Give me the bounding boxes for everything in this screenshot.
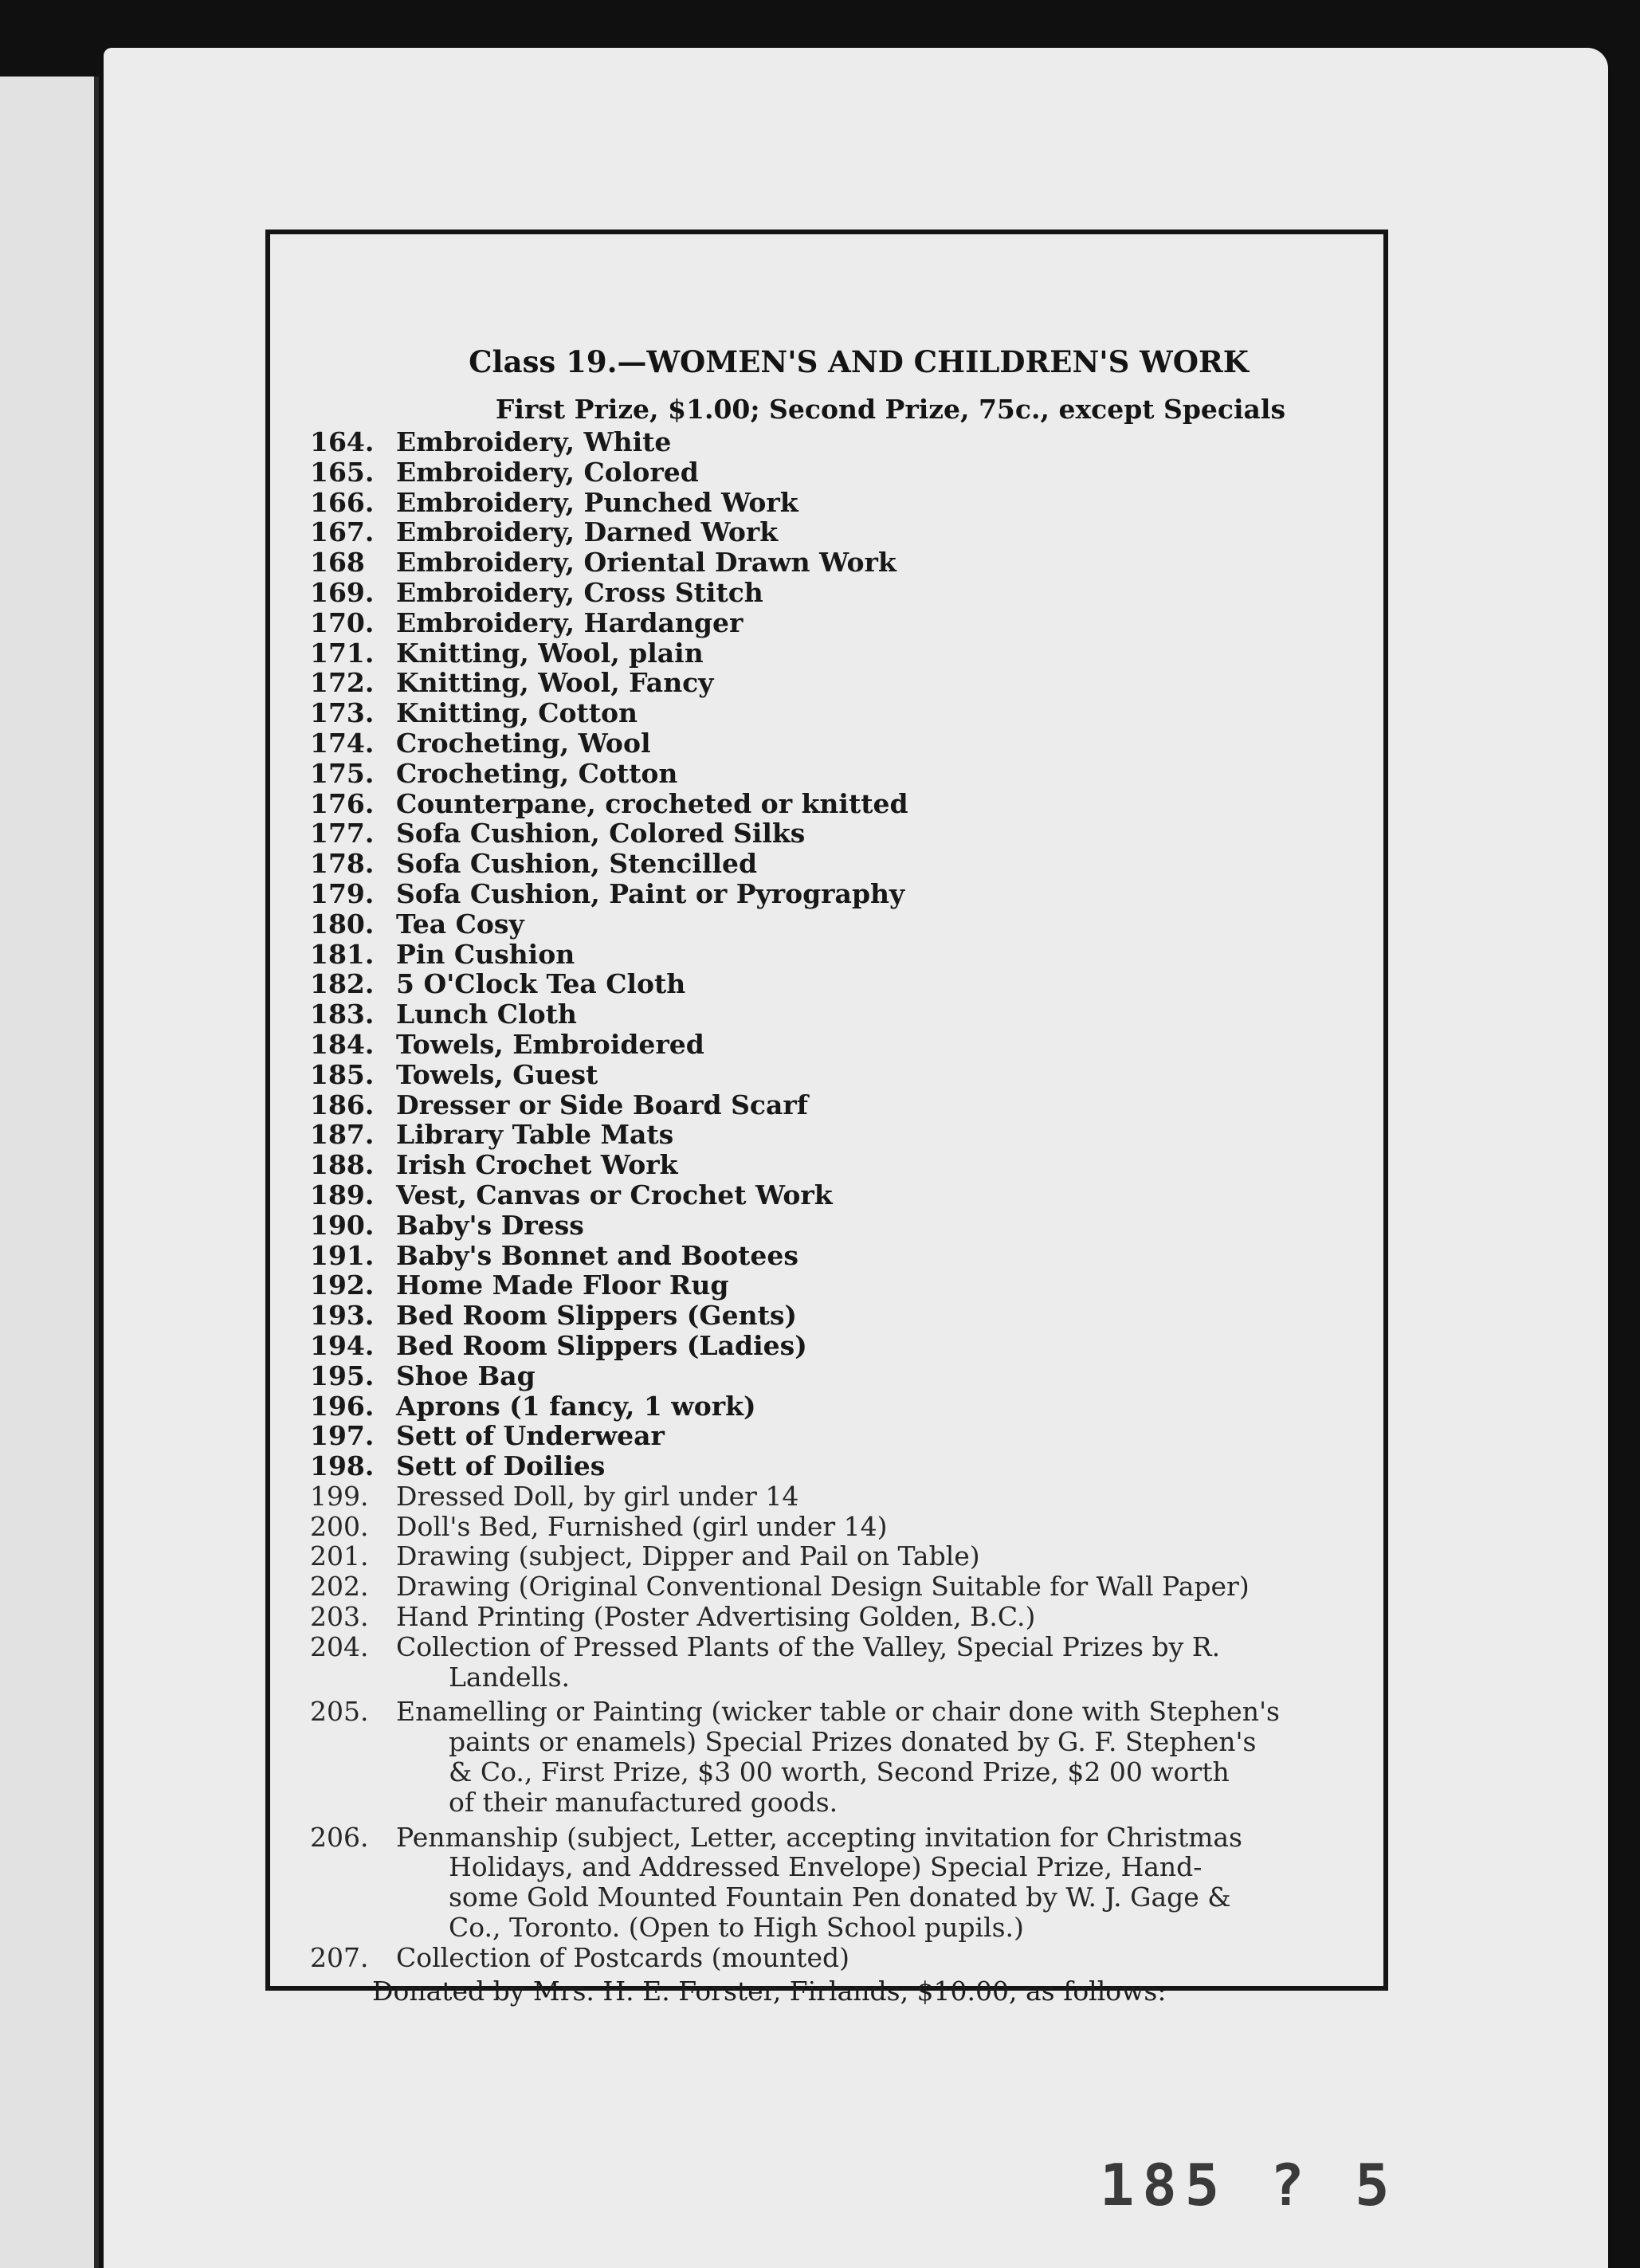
item-text: Sofa Cushion, Stencilled — [396, 848, 758, 880]
item-number: 188. — [310, 1149, 375, 1181]
list-item — [310, 608, 1362, 638]
item-number: 169. — [310, 576, 375, 608]
list-item — [310, 1512, 1362, 1542]
list-item — [310, 940, 1362, 970]
list-item — [310, 1481, 1362, 1512]
list-item — [310, 547, 1362, 578]
item-number: 166. — [310, 486, 375, 518]
item-number: 193. — [310, 1300, 375, 1332]
item-text: Collection of Postcards (mounted) — [396, 1941, 849, 1973]
item-text: Tea Cosy — [396, 908, 524, 940]
item-number: 187. — [310, 1119, 375, 1151]
entry-list — [310, 427, 1362, 2006]
item-number: 165. — [310, 456, 375, 488]
item-number: 164. — [310, 426, 375, 457]
item-text: Crocheting, Wool — [396, 727, 651, 759]
list-item — [310, 818, 1362, 849]
item-text: Counterpane, crocheted or knitted — [396, 787, 908, 819]
item-text: Crocheting, Cotton — [396, 757, 678, 789]
list-item — [310, 457, 1362, 488]
list-item — [310, 1060, 1362, 1090]
item-text: Embroidery, Hardanger — [396, 606, 743, 638]
item-text-line: Landells. — [449, 1661, 571, 1693]
list-item — [310, 1270, 1362, 1301]
list-item — [310, 1331, 1362, 1361]
list-item-pressed-plants — [310, 1632, 1362, 1693]
list-item — [310, 1361, 1362, 1391]
list-item — [310, 1090, 1362, 1120]
item-number: 199. — [310, 1480, 369, 1512]
item-number: 204. — [310, 1630, 369, 1662]
item-number: 182. — [310, 968, 375, 1000]
list-item — [310, 879, 1362, 909]
item-number: 174. — [310, 727, 375, 759]
item-text: Library Table Mats — [396, 1119, 674, 1151]
item-number: 180. — [310, 908, 375, 940]
list-item — [310, 728, 1362, 759]
item-text: Vest, Canvas or Crochet Work — [396, 1179, 833, 1211]
list-item — [310, 1211, 1362, 1241]
item-number: 177. — [310, 818, 375, 850]
item-text-line: Holidays, and Addressed Envelope) Special Prize, Hand- — [449, 1851, 1203, 1883]
list-item-enamelling — [310, 1697, 1362, 1817]
item-number: 200. — [310, 1510, 369, 1542]
item-number: 194. — [310, 1329, 375, 1361]
item-number: 190. — [310, 1209, 375, 1241]
item-text: Embroidery, White — [396, 426, 672, 457]
item-number: 172. — [310, 667, 375, 699]
item-text: Lunch Cloth — [396, 999, 577, 1030]
item-text: Embroidery, Colored — [396, 456, 699, 488]
item-text: Drawing (subject, Dipper and Pail on Table) — [396, 1540, 980, 1572]
item-text: Towels, Embroidered — [396, 1028, 704, 1060]
item-text: Dressed Doll, by girl under 14 — [396, 1480, 799, 1512]
list-item — [310, 1120, 1362, 1150]
list-item — [310, 517, 1362, 547]
item-text: Sett of Underwear — [396, 1420, 665, 1452]
item-number: 206. — [310, 1821, 369, 1853]
list-item — [310, 999, 1362, 1030]
list-item — [310, 578, 1362, 608]
item-number: 201. — [310, 1540, 369, 1572]
list-item — [310, 698, 1362, 728]
item-text: Home Made Floor Rug — [396, 1269, 729, 1301]
item-number: 186. — [310, 1089, 375, 1120]
item-text: Hand Printing (Poster Advertising Golden, B.C.) — [396, 1601, 1036, 1633]
prize-line: First Prize, $1.00; Second Prize, 75c., except Specials — [495, 394, 1286, 425]
list-item — [310, 1030, 1362, 1060]
list-item — [310, 1572, 1362, 1602]
list-item — [310, 1541, 1362, 1572]
list-item — [310, 969, 1362, 999]
item-number: 181. — [310, 938, 375, 970]
left-page-edge — [0, 77, 99, 2268]
list-item — [310, 638, 1362, 669]
item-number: 207. — [310, 1941, 369, 1973]
document-page — [104, 48, 1608, 2268]
item-text-line: Penmanship (subject, Letter, accepting invitation for Christmas — [396, 1821, 1242, 1853]
list-item — [310, 1150, 1362, 1180]
item-number: 167. — [310, 516, 375, 548]
item-text: Knitting, Cotton — [396, 697, 638, 729]
item-text: Towels, Guest — [396, 1058, 598, 1090]
item-number: 191. — [310, 1239, 375, 1271]
item-number: 202. — [310, 1571, 369, 1603]
list-item — [310, 909, 1362, 940]
item-text: Sett of Doilies — [396, 1450, 606, 1482]
item-text: Aprons (1 fancy, 1 work) — [396, 1390, 756, 1422]
item-text: Baby's Bonnet and Bootees — [396, 1239, 798, 1271]
item-text: 5 O'Clock Tea Cloth — [396, 968, 686, 1000]
donation-note: Donated by Mrs. H. E. Forster, Firlands, $10.00, as follows: — [372, 1975, 1167, 2007]
page-stamp: 185 ? 5 — [1100, 2152, 1398, 2219]
item-text: Dresser or Side Board Scarf — [396, 1089, 808, 1120]
item-number: 205. — [310, 1696, 369, 1728]
item-number: 173. — [310, 697, 375, 729]
item-number: 198. — [310, 1450, 375, 1482]
item-text: Doll's Bed, Furnished (girl under 14) — [396, 1510, 888, 1542]
item-number: 195. — [310, 1360, 375, 1391]
item-text: Embroidery, Oriental Drawn Work — [396, 547, 897, 579]
item-text: Bed Room Slippers (Ladies) — [396, 1329, 807, 1361]
item-text: Knitting, Wool, plain — [396, 637, 704, 669]
prize-list-frame — [265, 230, 1388, 2007]
list-item — [310, 789, 1362, 819]
item-text: Drawing (Original Conventional Design Suitable for Wall Paper) — [396, 1571, 1250, 1603]
item-number: 179. — [310, 877, 375, 909]
item-number: 176. — [310, 787, 375, 819]
item-number: 171. — [310, 637, 375, 669]
item-text: Shoe Bag — [396, 1360, 536, 1391]
item-text-line: Co., Toronto. (Open to High School pupils.) — [449, 1912, 1024, 1944]
item-text-line: & Co., First Prize, $3 00 worth, Second Prize, $2 00 worth — [449, 1756, 1230, 1788]
list-item — [310, 1421, 1362, 1451]
item-text: Embroidery, Punched Work — [396, 486, 798, 518]
item-number: 196. — [310, 1390, 375, 1422]
item-text-line: some Gold Mounted Fountain Pen donated by W. J. Gage & — [449, 1881, 1231, 1913]
item-text-line: Enamelling or Painting (wicker table or chair done with Stephen's — [396, 1696, 1280, 1728]
list-item — [310, 488, 1362, 518]
list-item-postcards — [310, 1943, 1362, 1973]
item-number: 185. — [310, 1058, 375, 1090]
item-number: 197. — [310, 1420, 375, 1452]
list-item — [310, 427, 1362, 457]
list-item — [310, 668, 1362, 698]
item-text: Irish Crochet Work — [396, 1149, 678, 1181]
list-item — [310, 1241, 1362, 1271]
item-number: 192. — [310, 1269, 375, 1301]
item-number: 184. — [310, 1028, 375, 1060]
item-text: Embroidery, Cross Stitch — [396, 576, 763, 608]
list-item — [310, 1391, 1362, 1422]
item-text: Embroidery, Darned Work — [396, 516, 779, 548]
item-text: Baby's Dress — [396, 1209, 584, 1241]
list-item — [310, 1602, 1362, 1632]
item-text: Pin Cushion — [396, 938, 575, 970]
item-number: 170. — [310, 606, 375, 638]
list-item-penmanship — [310, 1823, 1362, 1943]
class-title: Class 19.—WOMEN'S AND CHILDREN'S WORK — [469, 344, 1249, 379]
item-number: 183. — [310, 999, 375, 1030]
item-text-line: Collection of Pressed Plants of the Valley, Special Prizes by R. — [396, 1630, 1221, 1662]
item-text: Knitting, Wool, Fancy — [396, 667, 714, 699]
item-text-line: of their manufactured goods. — [449, 1786, 838, 1818]
list-item — [310, 849, 1362, 879]
item-number: 189. — [310, 1179, 375, 1211]
item-number: 175. — [310, 757, 375, 789]
item-number: 168 — [310, 547, 365, 579]
item-text: Sofa Cushion, Paint or Pyrography — [396, 877, 905, 909]
list-item — [310, 1180, 1362, 1211]
item-number: 178. — [310, 848, 375, 880]
list-item — [310, 1451, 1362, 1481]
list-item — [310, 759, 1362, 789]
item-number: 203. — [310, 1601, 369, 1633]
item-text-line: paints or enamels) Special Prizes donated by G. F. Stephen's — [449, 1726, 1257, 1758]
list-item — [310, 1301, 1362, 1331]
item-text: Bed Room Slippers (Gents) — [396, 1300, 798, 1332]
item-text: Sofa Cushion, Colored Silks — [396, 818, 806, 850]
